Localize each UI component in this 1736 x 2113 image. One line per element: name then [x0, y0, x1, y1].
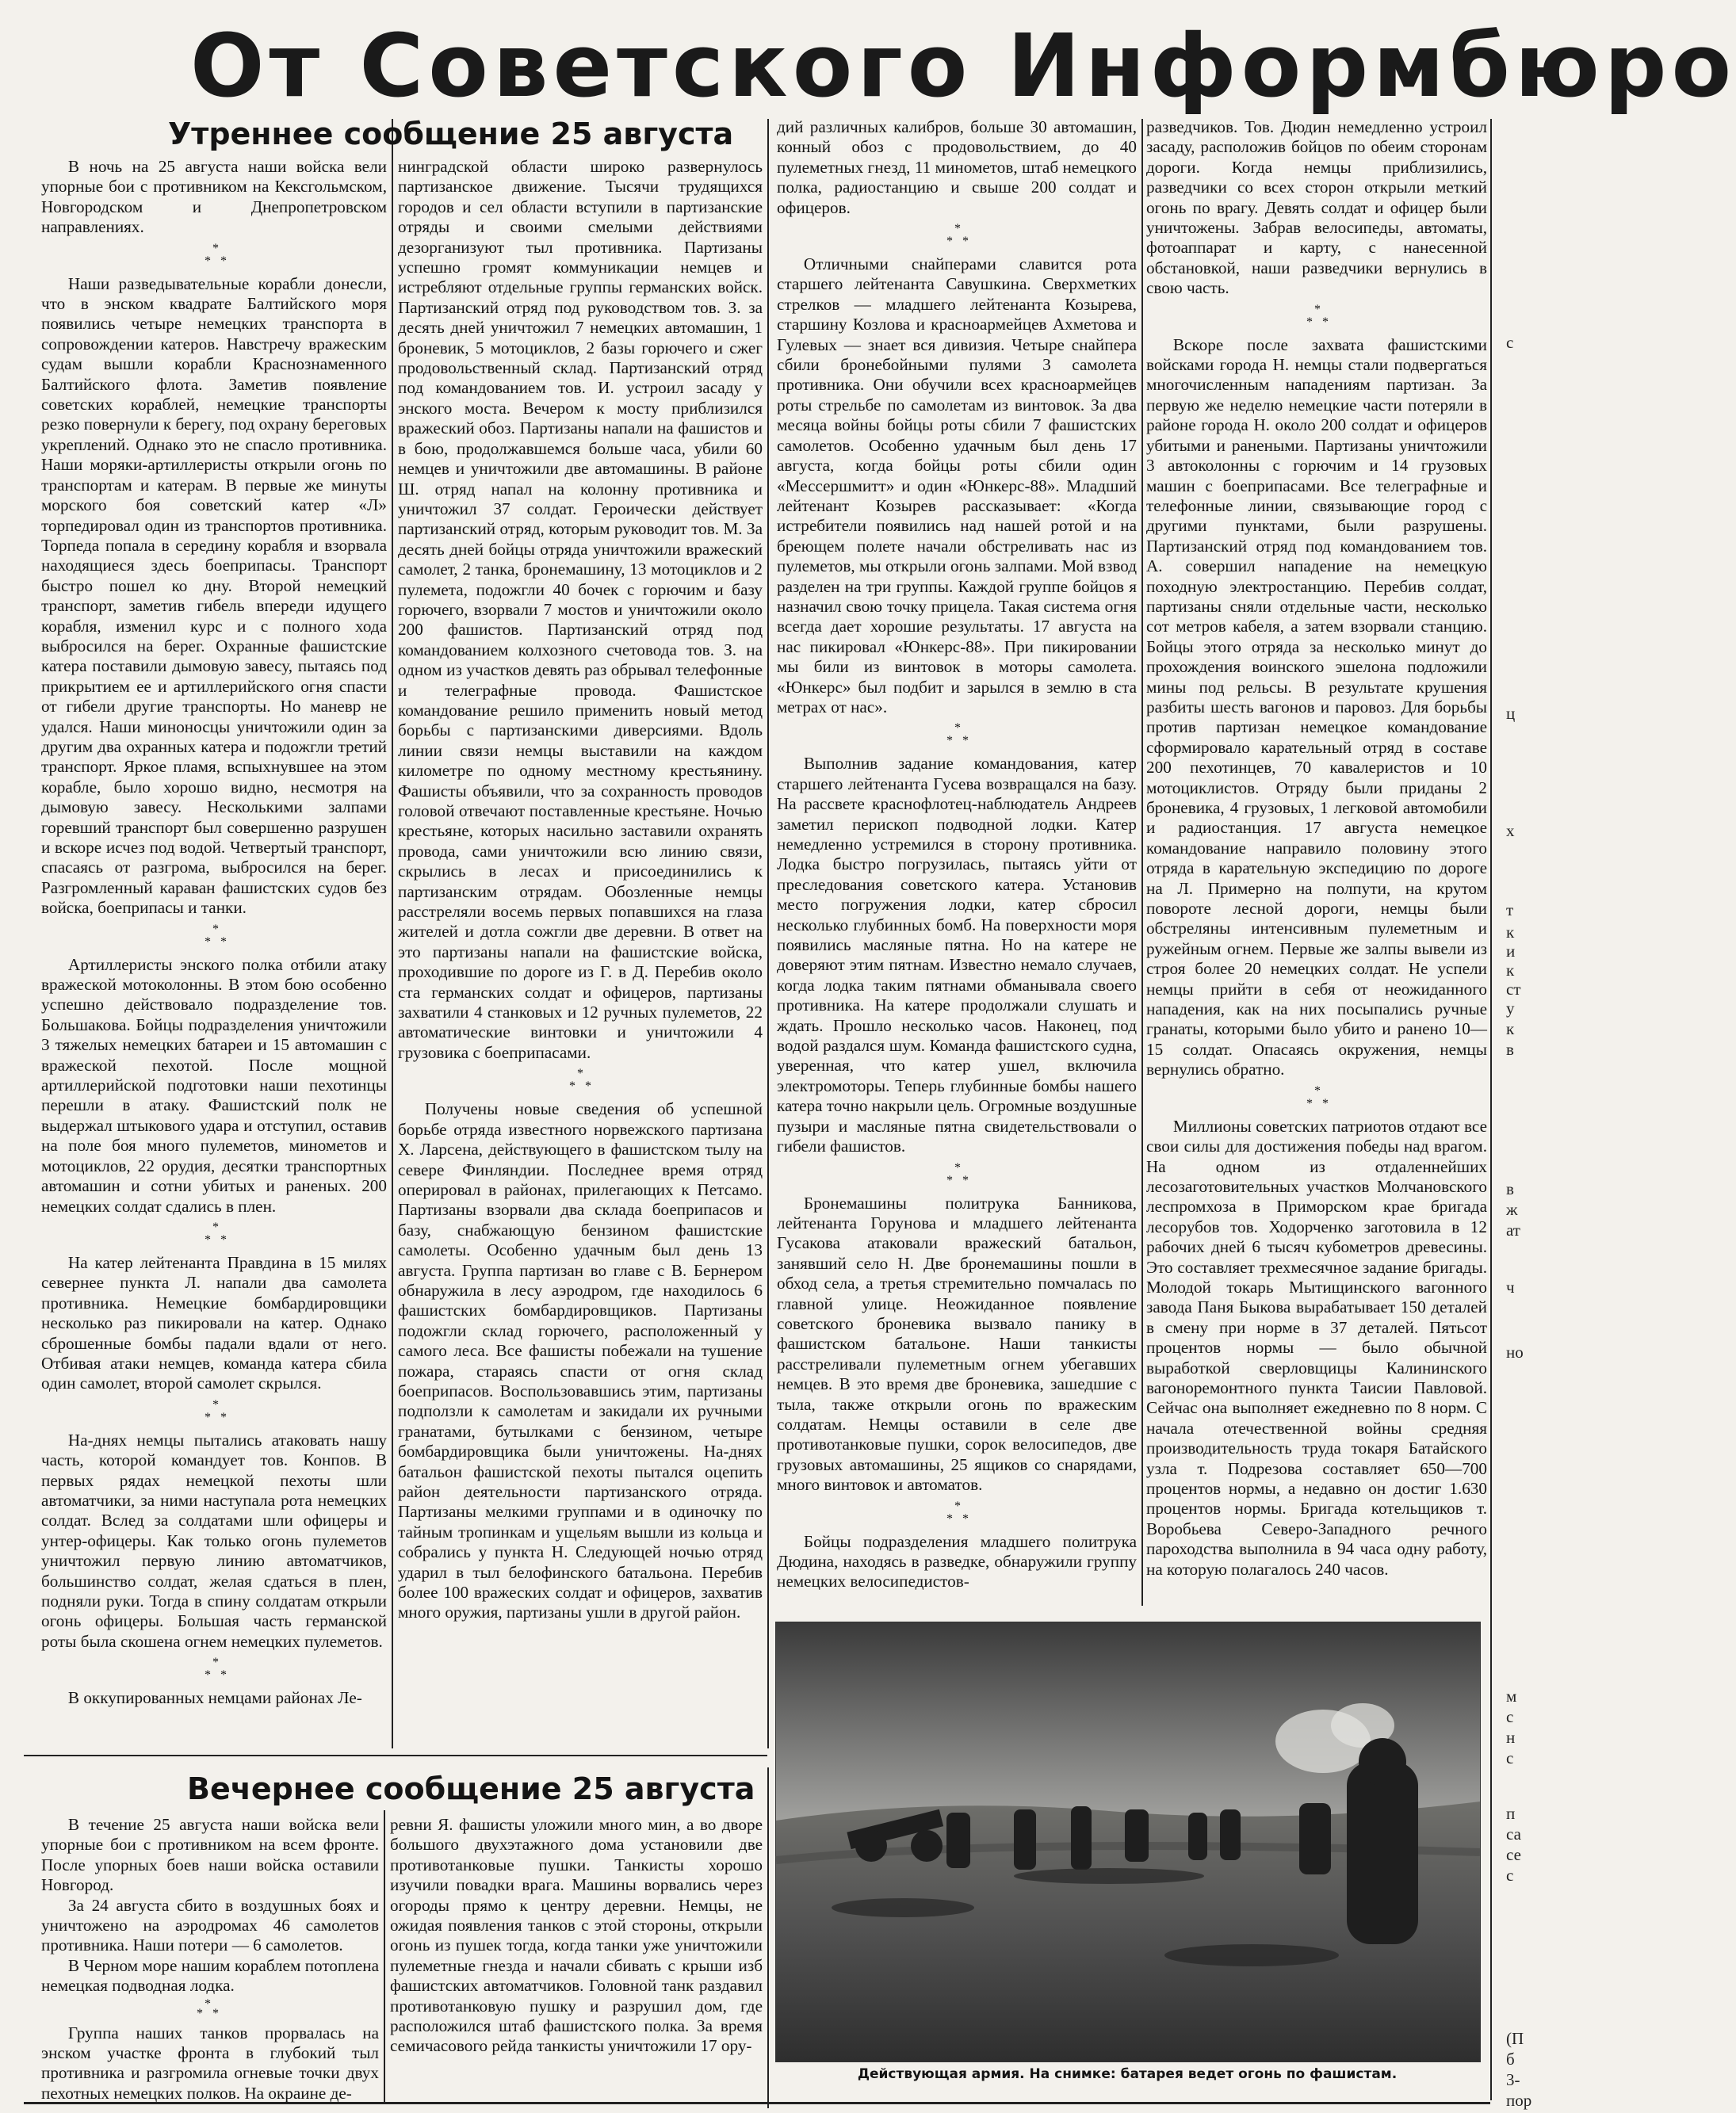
fragment: с [1506, 1866, 1514, 1885]
fragment: с [1506, 333, 1514, 352]
section-rule [24, 1755, 767, 1756]
fragment: п [1506, 1804, 1516, 1823]
paragraph: Группа наших танков прорвалась на энском участке фронта в глубокий тыл противника и разгромила огневые точки двух пехотных немецких полков. На окраине де- [41, 2023, 379, 2103]
divider-stars: * * * [569, 1067, 591, 1094]
fragment: к [1506, 961, 1515, 980]
paragraph: Выполнив задание командования, катер старшего лейтенанта Гусева возвращался на базу. На рассвете краснофлотец-наблюдатель Андреев заметил перископ подводной лодки. Катер немедленно устремился в сторону противника. Лодка быстро погрузилась, пытаясь уйти от преследования советского катера. Установив место погружения лодки, катер сбросил несколько глубинных бомб. На поверхности моря появились масляные пятна. Но на катере не доверяют этим пятнам. Известно немало случаев, когда лодка таким пятнами обманывала своего противника. На катере продолжали слушать и ждать. Прошло несколько часов. Наконец, под водой раздался шум. Команда фашистского судна, уверенная, что катер ушел, включила электромоторы. Теперь глубинные бомбы нашего катера точно накрыли цель. Огромные воздушные пузыри и масляные пятна свидетельствовали о гибели фашистов. [777, 754, 1137, 1156]
divider-stars: * * * [205, 1656, 227, 1683]
divider-stars: * * * [197, 1996, 219, 2020]
divider-stars: * * * [946, 1160, 969, 1187]
column-2 [398, 157, 763, 1750]
adjacent-column-fragments [1503, 0, 1532, 2113]
divider-stars: * * * [205, 1220, 227, 1247]
fragment: ч [1506, 1278, 1515, 1297]
column-1 [41, 157, 387, 1750]
paragraph: Наши разведывательные корабли донесли, что в энском квадрате Балтийского моря появились четыре немецких транспорта в сопровождении катеров. Навстречу вражеским судам вышли корабли Краснознаменного Балтийского флота. Заметив появление советских кораблей, немецкие транспорты резко повернули к берегу, под охрану береговых укреплений. Однако это не спасло противника. Наши моряки-артиллеристы открыли огонь по транспортам и катерам. В первые же минуты морского боя советский катер «Л» торпедировал один из транспортов противника. Торпеда попала в середину корабля и взорвала находящиеся здесь боеприпасы. Транспорт быстро пошел ко дну. Второй немецкий транспорт, заметив гибель впереди идущего корабля, изменил курс и с полного хода выбросился на берег. Охранные фашистские катера поставили дымовую завесу, пытаясь под прикрытием ее и артиллерийского огня спасти от гибели другие транспорты. Но маневр не удался. Наши миноносцы уничтожили один за другим два охранных катера и подожгли третий транспорт. Яркое пламя, вспыхнувшее на этом корабле, было хорошо видно, несмотря на дымовую завесу. Несколькими залпами горевший транспорт был совершенно разрушен и вскоре исчез под водой. Четвертый транспорт, спасаясь от разгрома, выбросился на берег. Разгромленный караван фашистских судов без войска, боеприпасы и танки. [41, 273, 387, 918]
column-rule [1490, 119, 1492, 2100]
fragment: пор [1506, 2091, 1532, 2110]
fragment: с [1506, 1748, 1514, 1767]
paragraph: В Черном море нашим кораблем потоплена немецкая подводная лодка. [41, 1955, 379, 1996]
paragraph: ревни Я. фашисты уложили много мин, а во дворе большого двухэтажного дома установили две противотанковые пушки. Танкисты хорошо изучили повадки врага. Машины ворвались через огороды прямо к центру деревни. Немцы, не ожидая появления танков с этой стороны, открыли огонь из пушек тогда, когда танки уже уничтожили пулеметные гнезда и начали сбивать с крыши изб фашистских автоматчиков. Головной танк раздавил противотанковую пушку и разрушил дом, где расположился штаб фашистского полка. За время семичасового рейда танкисты уничтожили 17 ору- [390, 1815, 763, 2056]
fragment: x [1506, 821, 1515, 840]
fragment: н [1506, 1728, 1516, 1747]
divider-stars: * * * [1306, 1083, 1329, 1110]
evening-column-left [41, 1815, 379, 2103]
paragraph: На катер лейтенанта Правдина в 15 милях севернее пункта Л. напали два самолета противника. Немецкие бомбардировщики несколько раз пикировали на катер. Однако сброшенные бомбы падали вдали от него. Отбивая атаки немцев, команда катера сбила один самолет, второй самолет скрылся. [41, 1252, 387, 1393]
divider-stars: * * * [205, 1397, 227, 1424]
fragment: м [1506, 1687, 1517, 1706]
divider-stars: * * * [946, 222, 969, 249]
paragraph: Отличными снайперами славится рота старшего лейтенанта Савушкина. Сверхметких стрелков — младшего лейтенанта Козырева, старшину Козлова и красноармейцев Ахметова и Гулевых — знает вся дивизия. Четыре снайпера сбили бронебойными пулями 3 самолета противника. Они обучили всех красноармейцев роты стрельбе по самолетам из винтовок. За два месяца войны бойцы роты сбили 7 фашистских самолетов. Особенно удачным был день 17 августа, когда бойцы роты сбили один «Мессершмитт» и один «Юнкерс-88». Младший лейтенант Козырев рассказывает: «Когда истребители появились над нашей ротой и на бреющем полете начали обстреливать нас из пулеметов, мы открыли огонь залпами. Мой взвод разделен на три группы. Каждой группе бойцов я назначил свою точку прицела. Такая система огня всегда дает хорошие результаты. 17 августа на нас пикировал «Юнкерс-88». При пикировании мы били из винтовок в моторы самолета. «Юнкерс» был подбит и зарылся в землю в ста метрах от нас». [777, 254, 1137, 716]
fragment: с [1506, 1707, 1514, 1726]
paragraph: Миллионы советских патриотов отдают все свои силы для достижения победы над врагом. На одном из отдаленнейших лесозаготовительных участков Молчановского леспромхоза в Приморском крае бригада лесорубов тов. Ходорченко заготовила в 12 рабочих дней 6 тысяч кубометров древесины. Это составляет трехмесячное задание бригады. Молодой токарь Мытищинского вагонного завода Паня Быкова вырабатывает 150 деталей в смену при норме в 37 деталей. Пятьсот процентов нормы — было обычной выработкой сверловщицы Калининского вагоноремонтного пункта Таисии Павловой. Сейчас она выполняет ежедневно по 8 норм. С начала отечественной войны средняя производительность труда токаря Батайского узла т. Подрезова составляет 650—700 процентов нормы, а недавно он достиг 1.630 процентов нормы. Бригада котельщиков т. Воробьева Северо-Западного речного пароходства выполнила в 94 часа одну работу, на которую полагалось 240 часов. [1146, 1116, 1487, 1579]
paragraph: дий различных калибров, больше 30 автомашин, конный обоз с продовольствием, до 40 пулеметных гнезд, 11 минометов, штаб немецкого полка, радиостанцию и свыше 200 солдат и офицеров. [777, 117, 1137, 217]
paragraph: разведчиков. Тов. Дюдин немедленно устроил засаду, расположив бойцов по обеим сторонам дороги. Когда немцы приблизились, разведчики со всех сторон открыли меткий огонь по врагу. Девять солдат и офицер были уничтожены. Забрав велосипеды, автоматы, фотоаппарат и карту, с нанесенной обстановкой, наши разведчики вернулись в свою часть. [1146, 117, 1487, 298]
column-4 [1146, 117, 1487, 1607]
fragment: т [1506, 900, 1514, 919]
column-rule [1141, 119, 1143, 1606]
fragment: но [1506, 1343, 1524, 1362]
paragraph: Бойцы подразделения младшего политрука Дюдина, находясь в разведке, обнаружили группу немецких велосипедистов- [777, 1531, 1137, 1591]
evening-title: Вечернее сообщение 25 августа [187, 1771, 755, 1806]
paragraph: В ночь на 25 августа наши войска вели упорные бои с противником на Кексгольмском, Новгородском и Днепропетровском направлениях. [41, 157, 387, 237]
column-rule [384, 1810, 385, 2103]
divider-stars: * * * [205, 922, 227, 949]
photo-caption: Действующая армия. На снимке: батарея ведет огонь по фашистам. [857, 2066, 1398, 2082]
fragment: в [1506, 1179, 1514, 1198]
column-3 [777, 117, 1137, 1647]
column-rule [767, 1767, 769, 2108]
paragraph: Артиллеристы энского полка отбили атаку вражеской мотоколонны. В этом бою особенно успешно действовало подразделение тов. Большакова. Бойцы подразделения уничтожили 3 тяжелых немецких батареи и 15 автомашин с вражеской пехотой. После мощной артиллерийской подготовки наши пехотинцы перешли в атаку. Фашистский полк не выдержал штыкового удара и отступил, оставив на поле боя много пулеметов, минометов и мотоциклов, 22 орудия, десятки транспортных автомашин и сотни убитых и раненых. 200 немецких солдат сдались в плен. [41, 954, 387, 1216]
paragraph: Вскоре после захвата фашистскими войсками города Н. немцы стали подвергаться многочисленным нападениям партизан. За первую же неделю немецкие части потеряли в районе города Н. около 200 солдат и офицеров убитыми и ранеными. Партизаны уничтожили 3 автоколонны с горючим и 14 грузовых машин с боеприпасами. Все телеграфные и телефонные линии, связывающие город с другими пунктами, были разрушены. Партизанский отряд под командованием тов. А. совершил нападение на немецкую походную электростанцию. Перебив солдат, партизаны сняли отдельные части, несколько сот метров кабеля, а затем взорвали станцию. Бойцы этого отряда за несколько минут до прохождения воинского эшелона подложили мины под рельсы. В результате крушения разбиты шесть вагонов и паровоз. Для борьбы против партизан немецкое командование сформировало карательный отряд в составе 200 пехотинцев, 70 кавалеристов и 10 мотоциклистов. Отряду были приданы 2 броневика, 4 грузовых, 1 легковой автомобили и радиостанция. 17 августа немецкое командование направило половину этого отряда в карательную экспедицию по дороге на Л. Примерно на полпути, на крутом повороте лесной дороги, немцы были обстреляны интенсивным пулеметным и ружейным огнем. Первые же залпы вывели из строя более 20 немецких солдат. Не успели немцы прийти в себя от неожиданного нападения, как на них посыпались ручные гранаты, которыми было убито и ранено 10—15 солдат. Опасаясь окружения, немцы вернулись обратно. [1146, 334, 1487, 1079]
divider-stars: * * * [1306, 302, 1329, 329]
fragment: ц [1506, 704, 1516, 723]
paragraph: Бронемашины политрука Банникова, лейтенанта Горунова и младшего лейтенанта Гусакова атаковали вражеский батальон, занявший село Н. Две бронемашины пошли в обход села, а третья стремительно помчалась по главной улице. Неожиданное появление советского броневика вызвало панику в фашистском батальоне. Наши танкисты расстреливали пулеметным огнем убегавших немцев. В это время две броневика, зашедшие с тыла, также открыли огонь по вражеским солдатам. Немцы оставили в селе две противотанковые пушки, сорок велосипедов, две грузовых автомашины, 25 ящиков со снарядами, много винтовок и автоматов. [777, 1193, 1137, 1495]
fragment: ат [1506, 1221, 1520, 1240]
fragment: ст [1506, 980, 1521, 999]
fragment: у [1506, 999, 1515, 1018]
paragraph: В течение 25 августа наши войска вели упорные бои с противником на всем фронте. После упорных боев наши войска оставили Новгород. [41, 1815, 379, 1895]
paragraph: В оккупированных немцами районах Ле- [67, 1688, 362, 1708]
paragraph: Получены новые сведения об успешной борьбе отряда известного норвежского партизана Х. Ларсена, действующего в фашистском тылу на севере Финляндии. Последнее время отряд оперировал в районах, прилегающих к Петсамо. Партизаны взорвали два склада боеприпасов и базу, снабжающую бензином фашистские самолеты. Особенно удачным был день 13 августа. Группа партизан во главе с В. Бернером обнаружила в лесу аэродром, где находилось 6 фашистских бомбардировщиков. Партизаны подожгли склад горючего, расположенный у самого леса. Все фашисты побежали на тушение пожара, стараясь спасти от огня склад боеприпасов. Воспользовавшись этим, партизаны подползли к самолетам и закидали их ручными гранатами, бутылками с бензином, четыре бомбардировщика были уничтожены. На-днях батальон фашистской пехоты пытался оцепить район деятельности партизанского отряда. Партизаны мелкими группами и в одиночку по тайным тропинкам и ущельям вышли из кольца и собрались у пункта Н. Следующей ночью отряд ударил в тыл белофинского батальона. Перебив более 100 вражеских солдат и офицеров, захватив много оружия, партизаны ушли в другой район. [398, 1099, 763, 1622]
battery-photo [775, 1622, 1481, 2062]
evening-column-right [390, 1815, 763, 2100]
fragment: (П [1506, 2029, 1524, 2048]
divider-stars: * * * [946, 1499, 969, 1526]
divider-stars: * * * [205, 241, 227, 268]
masthead: От Советского Информбюро [190, 15, 1736, 117]
paragraph: нинградской области широко развернулось партизанское движение. Тысячи трудящихся городов и сел области вступили в партизанские отряды и своими смелыми действиями дезорганизуют тыл противника. Партизаны успешно громят коммуникации немцев и истребляют отдельные группы германских войск. Партизанский отряд под руководством тов. З. за десять дней уничтожил 7 немецких автомашин, 1 броневик, 5 мотоциклов, 2 базы горючего и сжег продовольственный склад. Партизанский отряд под командованием тов. И. устроил засаду у энского моста. Вечером к мосту приблизился вражеский обоз. Партизаны напали на фашистов и в бою, продолжавшемся больше часа, убили 60 немцев и уничтожили две автомашины. В районе Ш. отряд напал на колонну противника и уничтожил 37 солдат. Героически действует партизанский отряд, которым руководит тов. М. За десять дней бойцы отряда уничтожили вражеский самолет, 2 танка, бронемашину, 13 мотоциклов и 2 пулемета, подожгли 40 бочек с горючим и базу горючего, взорвали 7 мостов и уничтожили около 200 фашистов. Партизанский отряд под командованием колхозного счетовода тов. З. на одном из участков девять раз обрывал телефонные и телеграфные провода. Фашистское командование решило применить новый метод борьбы с партизанскими диверсиями. Вдоль линии связи немцы выставили на каждом километре по одному местному крестьянину. Фашисты объявили, что за сохранность проводов головой отвечают поставленные крестьяне. Ночью крестьяне, которых насильно заставили охранять провода, сами уничтожили всю линию связи, скрылись в лесах и присоединились к партизанским отрядам. Обозленные немцы расстреляли восемь первых попавшихся на глаза жителей и дотла сожгли две деревни. В ответ на это партизаны напали на фашистские войска, проходившие по дороге из Г. в Д. Перебив около ста германских солдат и офицеров, партизаны захватили 4 станковых и 12 ручных пулеметов, 22 автоматические винтовки и уничтожили 4 грузовика с боеприпасами. [398, 157, 763, 1062]
fragment: в [1506, 1040, 1514, 1059]
fragment: б [1506, 2050, 1515, 2069]
fragment: 3- [1506, 2070, 1520, 2089]
column-rule [767, 119, 769, 1748]
fragment: ж [1506, 1200, 1518, 1219]
column-rule [392, 119, 393, 1748]
paragraph: На-днях немцы пытались атаковать нашу часть, которой командует тов. Конпов. В первых рядах немецкой пехоты шли автоматчики, за ними наступала рота немецких солдат. Вслед за солдатами шли офицеры и унтер-офицеры. Как только огонь пулеметов уничтожил первую линию автоматчиков, большинство солдат, желая сдаться в плен, подняли руки. Тогда в спину солдатам открыли огонь офицеры. Большая часть германской роты была скошена огнем немецких пулеметов. [41, 1430, 387, 1651]
fragment: к [1506, 923, 1515, 942]
fragment: са [1506, 1825, 1521, 1844]
divider-stars: * * * [946, 721, 969, 748]
paragraph: За 24 августа сбито в воздушных боях и уничтожено на аэродромах 46 самолетов противника. Наши потери — 6 самолетов. [41, 1895, 379, 1955]
morning-title: Утреннее сообщение 25 августа [168, 117, 734, 151]
fragment: се [1506, 1845, 1521, 1864]
fragment: и [1506, 942, 1516, 961]
fragment: к [1506, 1019, 1515, 1038]
